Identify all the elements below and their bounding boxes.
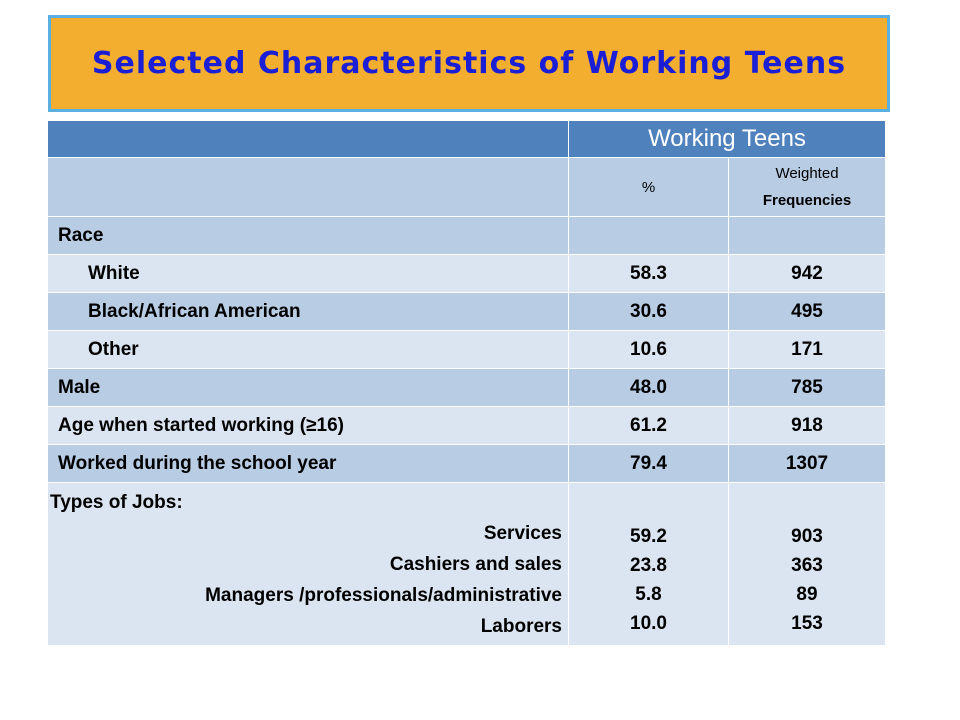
percent-cell: 79.4 xyxy=(569,445,729,483)
jobs-frequency-cell xyxy=(729,483,886,646)
table-row xyxy=(48,407,886,445)
frequency-cell: 171 xyxy=(729,331,886,369)
empty-cell xyxy=(729,217,886,255)
table-header-row xyxy=(48,121,886,158)
row-label: Worked during the school year xyxy=(48,445,569,483)
col-header-weighted-line1: Weighted xyxy=(775,165,839,182)
percent-cell: 48.0 xyxy=(569,369,729,407)
table-row xyxy=(48,445,886,483)
percent-value: 23.8 xyxy=(630,554,667,576)
table-row-jobs xyxy=(48,483,886,646)
col-header-weighted xyxy=(729,158,886,217)
frequency-value: 363 xyxy=(791,554,823,576)
row-label: Other xyxy=(48,331,569,369)
job-type-label: Managers /professionals/administrative xyxy=(205,584,562,606)
row-label: Male xyxy=(48,369,569,407)
percent-cell: 61.2 xyxy=(569,407,729,445)
col-header-percent: % xyxy=(569,158,729,217)
subheader-empty-cell xyxy=(48,158,569,217)
percent-value: 59.2 xyxy=(630,525,667,547)
jobs-percent-cell xyxy=(569,483,729,646)
table-row xyxy=(48,255,886,293)
frequency-cell: 785 xyxy=(729,369,886,407)
job-type-label: Cashiers and sales xyxy=(389,553,562,575)
percent-cell: 30.6 xyxy=(569,293,729,331)
col-header-weighted-line2: Frequencies xyxy=(762,192,852,209)
row-label: White xyxy=(48,255,569,293)
percent-cell: 58.3 xyxy=(569,255,729,293)
header-empty-cell xyxy=(48,121,569,158)
characteristics-table xyxy=(47,120,886,646)
jobs-label-cell xyxy=(48,483,569,646)
empty-cell xyxy=(569,217,729,255)
table-row xyxy=(48,293,886,331)
frequency-value: 153 xyxy=(791,612,823,634)
frequency-cell: 918 xyxy=(729,407,886,445)
percent-cell: 10.6 xyxy=(569,331,729,369)
table-row xyxy=(48,331,886,369)
percent-value: 5.8 xyxy=(635,583,662,605)
table-row xyxy=(48,369,886,407)
job-type-label: Services xyxy=(483,522,562,544)
frequency-cell: 942 xyxy=(729,255,886,293)
row-label: Race xyxy=(48,217,569,255)
jobs-heading: Types of Jobs: xyxy=(50,491,183,513)
table-subheader-row xyxy=(48,158,886,217)
group-header: Working Teens xyxy=(569,121,886,158)
frequency-cell: 1307 xyxy=(729,445,886,483)
frequency-cell: 495 xyxy=(729,293,886,331)
title-banner xyxy=(48,15,890,112)
table-row xyxy=(48,217,886,255)
row-label: Age when started working (≥16) xyxy=(48,407,569,445)
page-title: Selected Characteristics of Working Teens xyxy=(91,46,847,81)
percent-value: 10.0 xyxy=(630,612,667,634)
row-label: Black/African American xyxy=(48,293,569,331)
frequency-value: 89 xyxy=(796,583,818,605)
job-type-label: Laborers xyxy=(480,615,562,637)
frequency-value: 903 xyxy=(791,525,823,547)
